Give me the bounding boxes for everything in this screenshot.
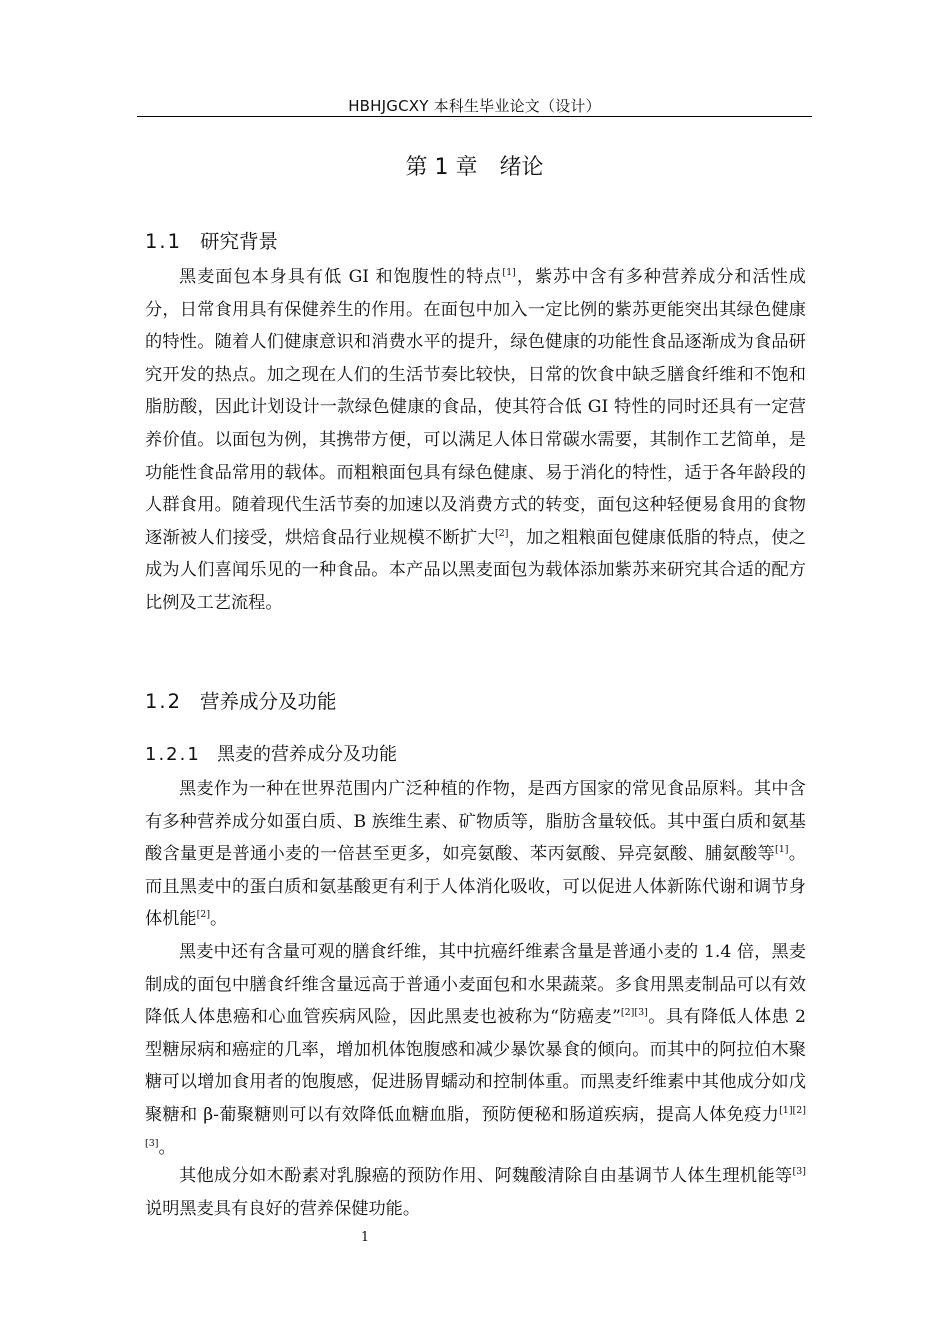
running-header: HBHJGCXY 本科生毕业论文（设计）: [348, 97, 601, 115]
citation: [2]: [495, 527, 509, 539]
header-rule: [137, 116, 812, 117]
citation: [1]: [502, 267, 516, 278]
chapter-number: 第 1 章: [405, 155, 478, 180]
section-number: 1.2: [145, 690, 183, 713]
citation: [2][3]: [620, 1007, 648, 1019]
section-title: 研究背景: [200, 230, 279, 253]
subsection-title: 黑麦的营养成分及功能: [217, 744, 397, 765]
page-number: 1: [360, 1230, 370, 1245]
citation: [2]: [196, 909, 211, 921]
chapter-name: 绪论: [499, 155, 544, 180]
subsection-number: 1.2.1: [145, 744, 201, 765]
section-title: 营养成分及功能: [200, 690, 337, 713]
paragraph: 其他成分如木酚素对乳腺癌的预防作用、阿魏酸清除自由基调节人体生理机能等[3]说明黑麦具有良好的营养保健功能。: [145, 1166, 806, 1219]
paragraph: 黑麦作为一种在世界范围内广泛种植的作物，是西方国家的常见食品原料。其中含有多种营养成分如蛋白质、B 族维生素、矿物质等，脂肪含量较低。其中蛋白质和氨基酸含量更是普通小麦的一倍甚至更多，如亮氨酸、苯丙氨酸、异亮氨酸、脯氨酸等[1]。而且黑麦中的蛋白质和氨基酸更有利于人体消化吸收，可以促进人体新陈代谢和调节身体机能[2]。: [145, 779, 806, 930]
paragraph: 黑麦面包本身具有低 GI 和饱腹性的特点[1]，紫苏中含有多种营养成分和活性成分，日常食用具有保健养生的作用。在面包中加入一定比例的紫苏更能突出其绿色健康的特性。随着人们健康意识和消费水平的提升，绿色健康的功能性食品逐渐成为食品研究开发的热点。加之现在人们的生活节奏比较快，日常的饮食中缺乏膳食纤维和不饱和脂肪酸，因此计划设计一款绿色健康的食品，使其符合低 GI 特性的同时还具有一定营养价值。以面包为例，其携带方便，可以满足人体日常碳水需要，其制作工艺简单，是功能性食品常用的载体。而粗粮面包具有绿色健康、易于消化的特性，适于各年龄段的人群食用。随着现代生活节奏的加速以及消费方式的转变，面包这种轻便易食用的食物逐渐被人们接受，烘焙食品行业规模不断扩大[2]，加之粗粮面包健康低脂的特点，使之成为人们喜闻乐见的一种食品。本产品以黑麦面包为载体添加紫苏来研究其合适的配方比例及工艺流程。: [145, 267, 806, 613]
section-heading: [145, 226, 278, 254]
section-number: 1.1: [145, 230, 183, 253]
citation: [1][2][3]: [145, 1104, 806, 1149]
citation: [1]: [775, 844, 789, 856]
chapter-title: [137, 150, 812, 181]
paragraph: 黑麦中还有含量可观的膳食纤维，其中抗癌纤维素含量是普通小麦的 1.4 倍，黑麦制成的面包中膳食纤维含量远高于普通小麦面包和水果蔬菜。多食用黑麦制品可以有效降低人体患癌和心血管疾病风险，因此黑麦也被称为“防癌麦”[2][3]。具有降低人体患 2 型糖尿病和癌症的几率，增加机体饱腹感和减少暴饮暴食的倾向。而其中的阿拉伯木聚糖可以增加食用者的饱腹感，促进肠胃蠕动和控制体重。而黑麦纤维素中其他成分如戊聚糖和 β-葡聚糖则可以有效降低血糖血脂，预防便秘和肠道疾病，提高人体免疫力[1][2][3]。: [145, 942, 806, 1158]
citation: [3]: [792, 1166, 806, 1177]
section-heading: [145, 686, 337, 714]
subsection-heading: [145, 740, 397, 766]
